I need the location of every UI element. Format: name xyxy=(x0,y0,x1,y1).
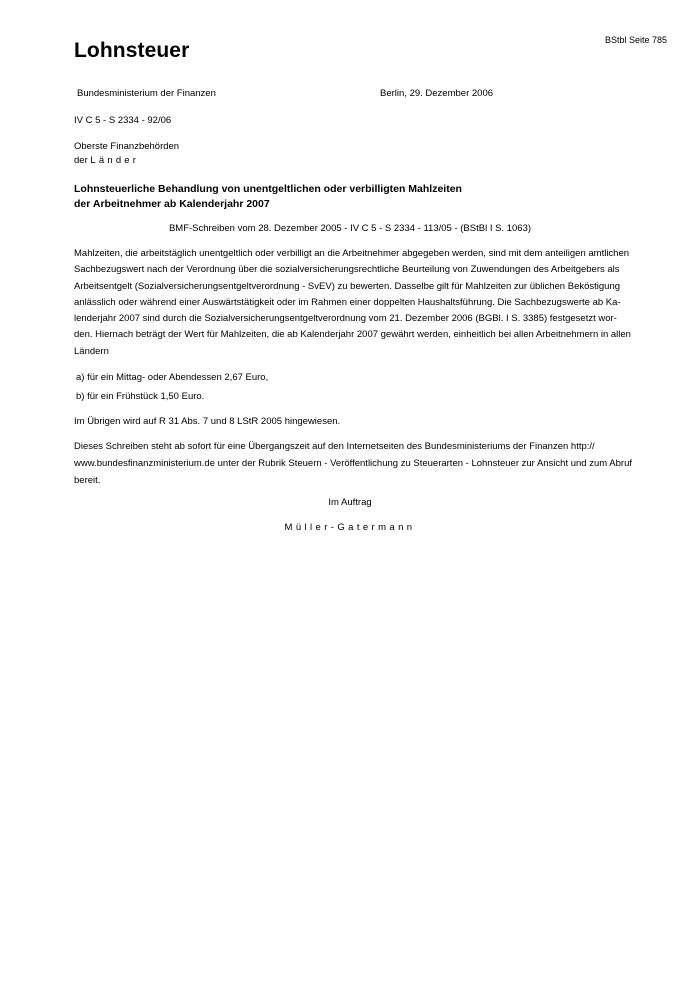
subject-line-2: der Arbeitnehmer ab Kalenderjahr 2007 xyxy=(74,198,270,210)
list-item: a) für ein Mittag- oder Abendessen 2,67 Euro, xyxy=(76,372,269,383)
note-paragraph: Im Übrigen wird auf R 31 Abs. 7 und 8 LStR 2005 hingewiesen. xyxy=(74,416,341,427)
body-line: lenderjahr 2007 sind durch die Sozialversicherungsentgeltverordnung vom 21. Dezember 2006 (BGBl. I S. 3385) festgesetzt wor- xyxy=(74,313,617,325)
subject-heading xyxy=(74,182,634,212)
value-list xyxy=(76,368,268,406)
body-line: Ländern xyxy=(74,345,109,357)
body-line: Mahlzeiten, die arbeitstäglich unentgeltlich oder verbilligt an die Arbeitnehmer abgegeben werden, sind mit dem anteiligen amtlichen xyxy=(74,248,630,259)
section-title: Lohnsteuer xyxy=(74,39,190,62)
availability-line: www.bundesfinanzministerium.de unter der Rubrik Steuern - Veröffentlichung zu Steuerarten - Lohnsteuer zur Ansicht und zum Abruf xyxy=(74,458,632,469)
availability-line: Dieses Schreiben steht ab sofort für eine Übergangszeit auf den Internetseiten des Bundesministeriums der Finanzen http:// xyxy=(74,441,595,452)
availability-paragraph xyxy=(74,438,634,489)
body-line: den. Hiernach beträgt der Wert für Mahlzeiten, die ab Kalenderjahr 2007 gewährt werden, einheitlich bei allen Arbeitnehmern in allen xyxy=(74,329,631,341)
sender: Bundesministerium der Finanzen xyxy=(77,88,216,99)
recipient-line-1: Oberste Finanzbehörden xyxy=(74,141,180,152)
body-line: anlässlich oder während einer Auswärtstätigkeit oder im Rahmen einer doppelten Haushaltsführung. Die Sachbezugswerte ab Ka- xyxy=(74,296,621,308)
place-date: Berlin, 29. Dezember 2006 xyxy=(380,88,494,99)
body-line: Arbeitsentgelt (Sozialversicherungsentgeltverordnung - SvEV) zu bewerten. Dasselbe gilt für Mahlzeiten zur üblichen Beköstigung xyxy=(74,280,621,292)
body-line: Sachbezugswert nach der Verordnung über die sozialversicherungsrechtliche Beurteilung von Zuwendungen des Arbeitgebers als xyxy=(74,264,620,276)
availability-line: bereit. xyxy=(74,475,101,486)
file-reference: IV C 5 - S 2334 - 92/06 xyxy=(74,115,172,126)
reference-note: BMF-Schreiben vom 28. Dezember 2005 - IV C 5 - S 2334 - 113/05 - (BStBl I S. 1063) xyxy=(168,223,532,234)
list-item: b) für ein Frühstück 1,50 Euro. xyxy=(76,391,205,402)
recipient-line-2-spaced: Länder xyxy=(90,155,140,166)
body-paragraph xyxy=(74,246,630,360)
recipient-line-2-prefix: der xyxy=(74,155,91,166)
by-order-line: Im Auftrag xyxy=(328,497,372,508)
recipient-block xyxy=(74,140,179,168)
subject-line-1: Lohnsteuerliche Behandlung von unentgeltlichen oder verbilligten Mahlzeiten xyxy=(74,183,462,195)
page-reference: BStbl Seite 785 xyxy=(604,35,667,45)
signatory: Müller-Gatermann xyxy=(284,522,416,533)
recipient-line-2 xyxy=(74,154,179,168)
